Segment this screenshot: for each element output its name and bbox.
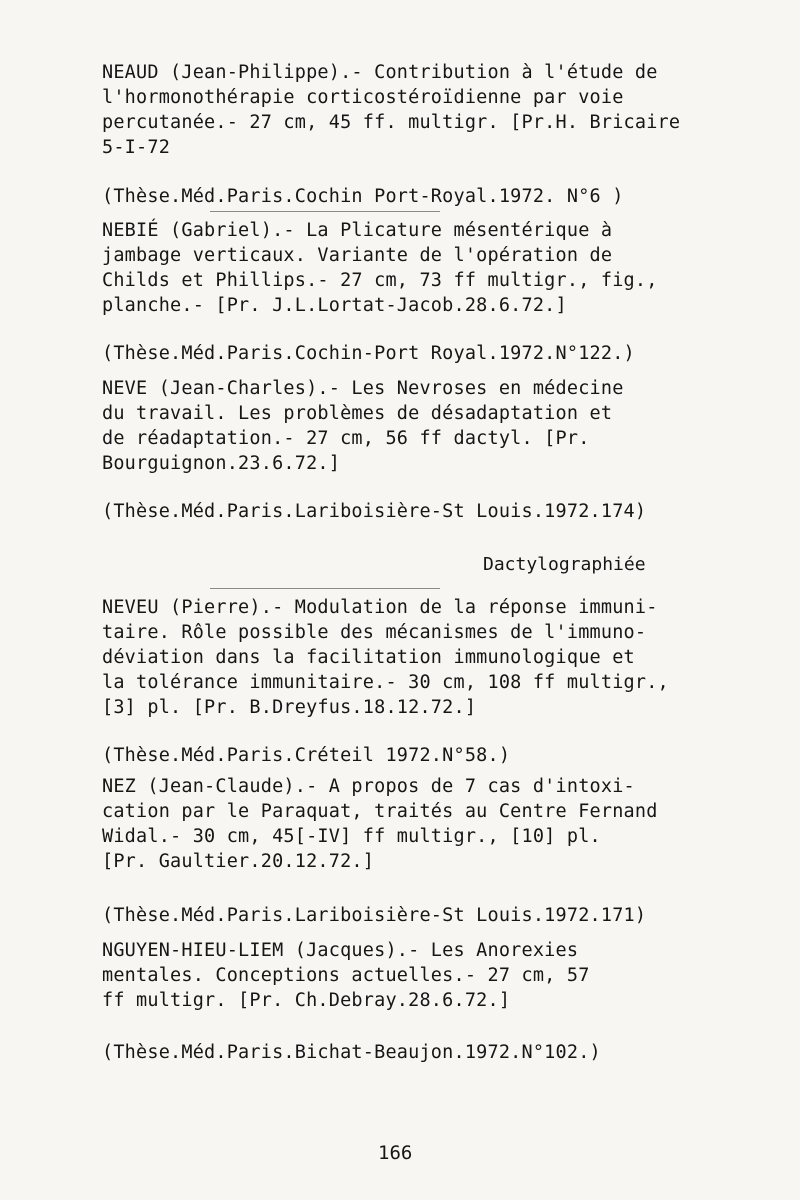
entry-line: [Pr. Gaultier.20.12.72.]	[102, 851, 375, 872]
entry-line: de réadaptation.- 27 cm, 56 ff dactyl. [Pr.	[102, 428, 590, 449]
entry-line: Widal.- 30 cm, 45[-IV] ff multigr., [10] pl.	[102, 826, 601, 847]
thesis-reference: (Thèse.Méd.Paris.Lariboisière-St Louis.1972.174)	[102, 501, 647, 522]
divider	[210, 588, 440, 589]
entry-line: Childs et Phillips.- 27 cm, 73 ff multigr., fig.,	[102, 270, 658, 291]
thesis-reference: (Thèse.Méd.Paris.Créteil 1972.N°58.)	[102, 745, 511, 766]
entry-line: 5-I-72	[102, 137, 171, 158]
catalog-entry	[102, 376, 702, 476]
entry-line: taire. Rôle possible des mécanismes de l'immuno-	[102, 622, 647, 643]
entry-line: NEBIÉ (Gabriel).- La Plicature mésentérique à	[102, 220, 613, 241]
catalog-entry	[102, 595, 702, 720]
entry-line: du travail. Les problèmes de désadaptation et	[102, 403, 613, 424]
catalog-entry	[102, 774, 702, 874]
thesis-reference: (Thèse.Méd.Paris.Bichat-Beaujon.1972.N°102.)	[102, 1042, 601, 1063]
entry-line: NEVEU (Pierre).- Modulation de la réponse immuni-	[102, 597, 658, 618]
entry-line: l'hormonothérapie corticostéroïdienne par voie	[102, 87, 624, 108]
entry-line: NGUYEN-HIEU-LIEM (Jacques).- Les Anorexies	[102, 940, 579, 961]
thesis-reference: (Thèse.Méd.Paris.Cochin Port-Royal.1972. N°6 )	[102, 186, 624, 207]
entry-line: Bourguignon.23.6.72.]	[102, 453, 341, 474]
entry-line: NEVE (Jean-Charles).- Les Nevroses en médecine	[102, 378, 624, 399]
catalog-entry	[102, 60, 702, 160]
entry-line: ff multigr. [Pr. Ch.Debray.28.6.72.]	[102, 990, 511, 1011]
entry-line: NEZ (Jean-Claude).- A propos de 7 cas d'intoxi-	[102, 776, 635, 797]
entry-line: déviation dans la facilitation immunologique et	[102, 647, 635, 668]
catalog-entry	[102, 218, 702, 318]
divider	[210, 211, 440, 212]
format-note: Dactylographiée	[483, 554, 646, 575]
entry-line: percutanée.- 27 cm, 45 ff. multigr. [Pr.H. Bricaire	[102, 112, 681, 133]
entry-line: la tolérance immunitaire.- 30 cm, 108 ff multigr.,	[102, 672, 669, 693]
entry-line: cation par le Paraquat, traités au Centre Fernand	[102, 801, 658, 822]
thesis-reference: (Thèse.Méd.Paris.Cochin-Port Royal.1972.N°122.)	[102, 343, 635, 364]
entry-line: [3] pl. [Pr. B.Dreyfus.18.12.72.]	[102, 697, 477, 718]
entry-line: jambage verticaux. Variante de l'opération de	[102, 245, 613, 266]
page-number: 166	[378, 1142, 413, 1164]
thesis-reference: (Thèse.Méd.Paris.Lariboisière-St Louis.1972.171)	[102, 905, 647, 926]
catalog-entry	[102, 938, 702, 1013]
entry-line: NEAUD (Jean-Philippe).- Contribution à l'étude de	[102, 62, 658, 83]
entry-line: mentales. Conceptions actuelles.- 27 cm, 57	[102, 965, 590, 986]
entry-line: planche.- [Pr. J.L.Lortat-Jacob.28.6.72.]	[102, 295, 567, 316]
